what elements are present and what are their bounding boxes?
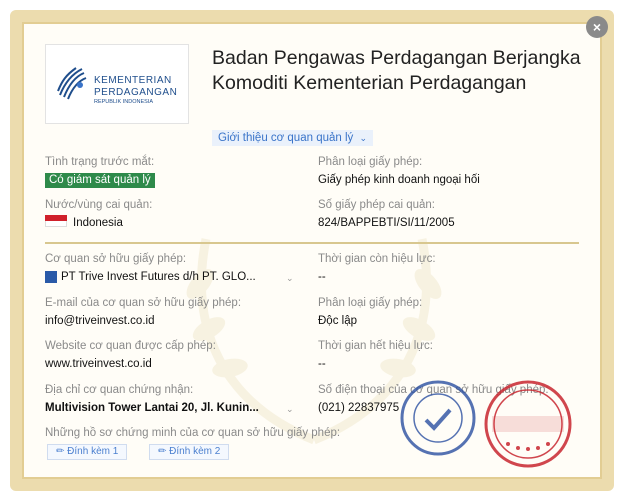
license-type-label: Phân loại giấy phép:: [318, 156, 423, 168]
documents-label: Những hồ sơ chứng minh của cơ quan sở hữu giấy phép:: [45, 427, 341, 439]
email-value[interactable]: info@triveinvest.co.id: [45, 315, 155, 327]
paperclip-icon: ✏: [56, 446, 65, 457]
ministry-emblem-icon: [56, 65, 88, 101]
owner-label: Cơ quan sở hữu giấy phép:: [45, 253, 187, 265]
license-number-value: 824/BAPPEBTI/SI/11/2005: [318, 217, 455, 229]
indonesia-flag-icon: [45, 215, 67, 227]
phone-value: (021) 22837975: [318, 402, 400, 414]
status-badge: Có giám sát quản lý: [45, 173, 155, 188]
license-type-value: Giấy phép kinh doanh ngoại hối: [318, 174, 480, 186]
phone-label: Số điện thoại của cơ quan sở hữu giấy phép:: [318, 384, 549, 396]
license-class-value: Độc lập: [318, 315, 357, 327]
expiry-value: --: [318, 358, 326, 370]
regulator-title: Badan Pengawas Perdagangan Berjangka Komoditi Kementerian Perdagangan: [212, 47, 581, 94]
country-value: Indonesia: [73, 217, 123, 229]
section-divider: [45, 242, 579, 244]
logo-text-line2: PERDAGANGAN: [94, 87, 178, 98]
intro-link-label: Giới thiệu cơ quan quản lý: [218, 132, 354, 144]
regulator-logo: [45, 44, 189, 124]
website-value[interactable]: www.triveinvest.co.id: [45, 358, 152, 370]
wikifx-authentication-stamp-icon: [398, 378, 478, 458]
address-label: Địa chỉ cơ quan chứng nhận:: [45, 384, 194, 396]
attachment-1-button[interactable]: [47, 444, 127, 460]
attachment-1-label: Đính kèm 1: [67, 446, 119, 457]
owner-value[interactable]: [45, 271, 256, 283]
close-icon[interactable]: ×: [586, 16, 608, 38]
address-value[interactable]: Multivision Tower Lantai 20, Jl. Kunin...: [45, 402, 259, 414]
website-label: Website cơ quan được cấp phép:: [45, 340, 216, 352]
owner-name: PT Trive Invest Futures d/h PT. GLO...: [61, 271, 256, 284]
logo-text-line1: KEMENTERIAN: [94, 75, 172, 86]
license-number-label: Số giấy phép cai quản:: [318, 199, 436, 211]
chevron-down-icon[interactable]: ⌄: [286, 273, 294, 283]
logo-text-line3: REPUBLIK INDONESIA: [94, 99, 153, 105]
chevron-down-icon[interactable]: ⌄: [286, 404, 294, 414]
remaining-time-label: Thời gian còn hiệu lực:: [318, 253, 436, 265]
status-label: Tình trạng trước mắt:: [45, 156, 155, 168]
expiry-label: Thời gian hết hiệu lực:: [318, 340, 433, 352]
country-label: Nước/vùng cai quản:: [45, 199, 153, 211]
attachment-2-button[interactable]: [149, 444, 229, 460]
intro-link[interactable]: [212, 130, 373, 146]
email-label: E-mail của cơ quan sở hữu giấy phép:: [45, 297, 242, 309]
chevron-down-icon: ⌄: [359, 133, 368, 143]
license-class-label: Phân loại giấy phép:: [318, 297, 423, 309]
attachment-2-label: Đính kèm 2: [169, 446, 221, 457]
company-favicon-icon: [45, 271, 57, 283]
remaining-time-value: --: [318, 271, 326, 283]
paperclip-icon: ✏: [158, 446, 167, 457]
regulated-status-stamp-icon: [482, 378, 574, 470]
